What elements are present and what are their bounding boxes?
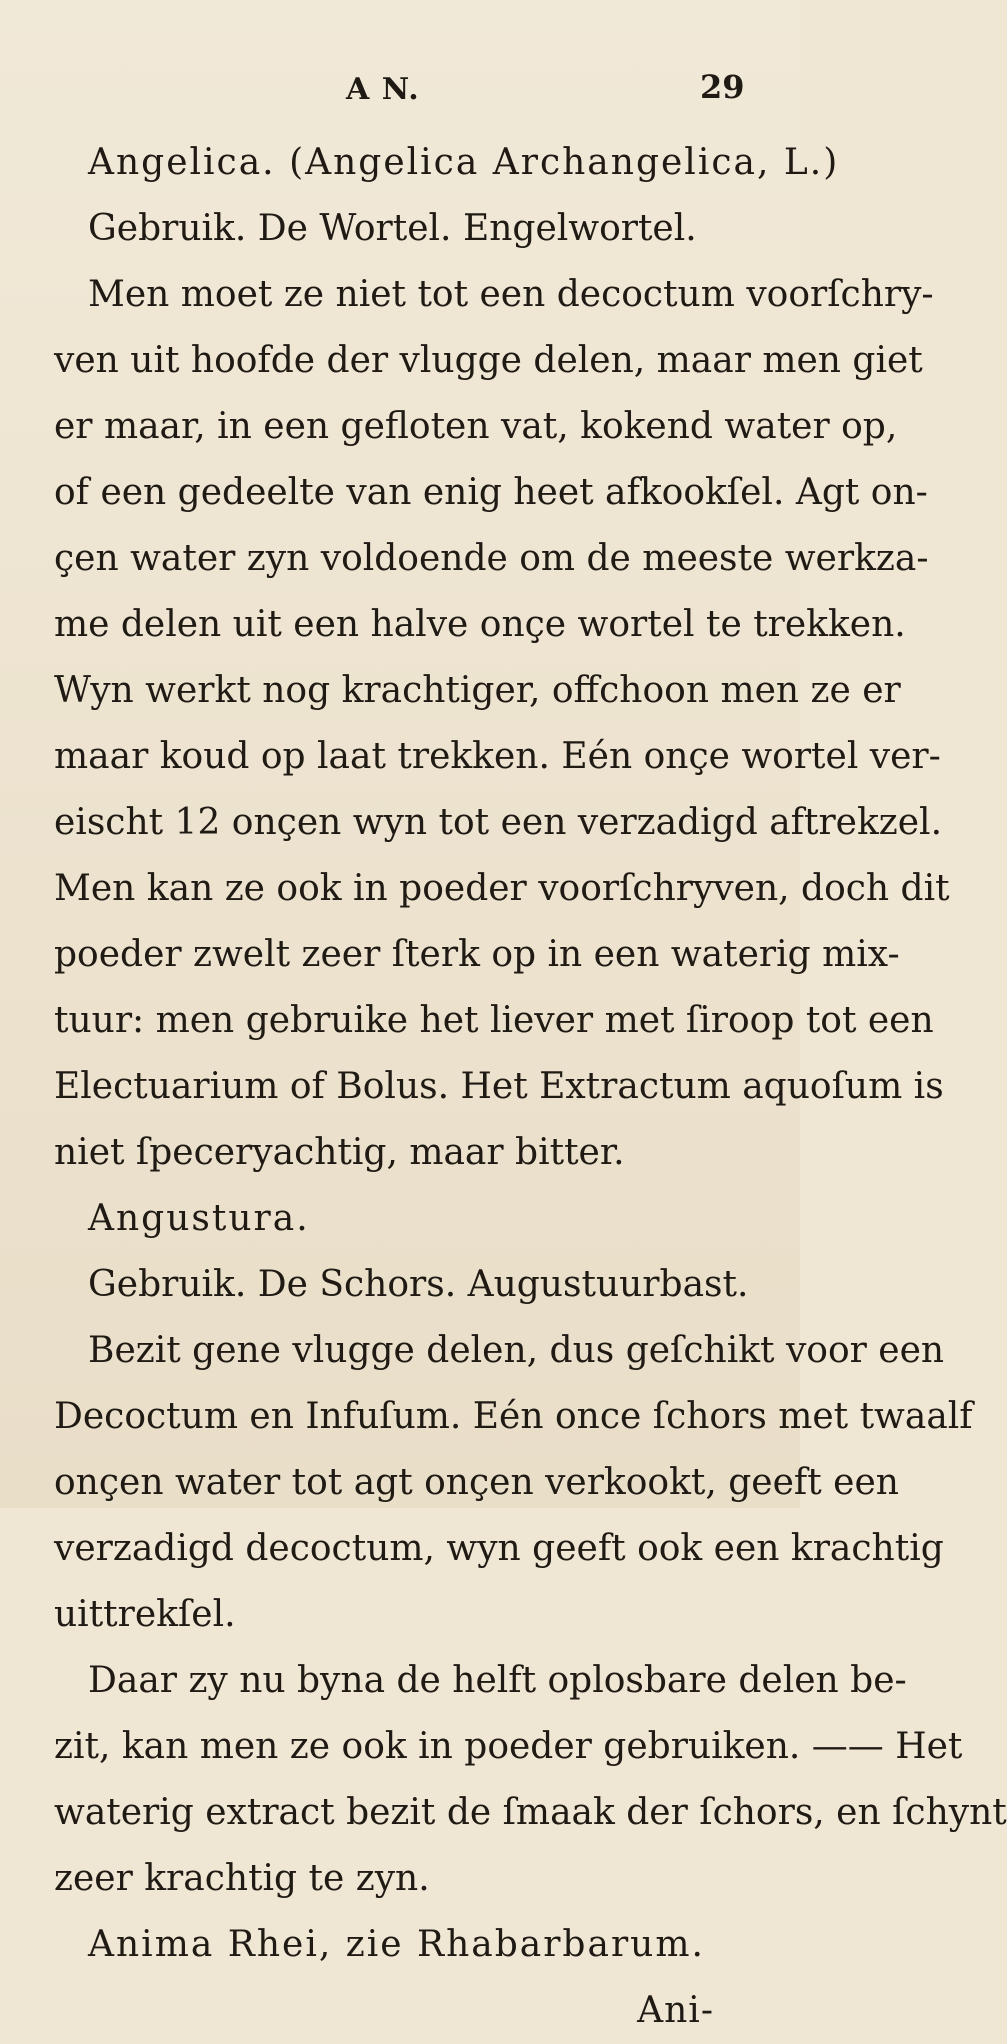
text-line: zeer krachtig te zyn. xyxy=(54,1858,430,1899)
text-line: Electuarium of Bolus. Het Extractum aquoſum is xyxy=(54,1066,944,1107)
text-line: çen water zyn voldoende om de meeste werkza- xyxy=(54,538,929,579)
text-line: Bezit gene vlugge delen, dus geſchikt voor een xyxy=(88,1330,945,1371)
text-line: zit, kan men ze ook in poeder gebruiken. —— Het xyxy=(54,1726,963,1767)
page-number: 29 xyxy=(700,68,745,106)
text-line: me delen uit een halve onçe wortel te trekken. xyxy=(54,604,906,645)
text-line: Gebruik. De Wortel. Engelwortel. xyxy=(88,208,697,249)
text-line: uittrekſel. xyxy=(54,1594,236,1635)
entry-heading-angelica: Angelica. (Angelica Archangelica, L.) xyxy=(88,142,840,183)
page-header xyxy=(0,62,800,112)
entry-heading-anima-rhei: Anima Rhei, zie Rhabarbarum. xyxy=(88,1924,705,1965)
text-line: Decoctum en Infuſum. Eén once ſchors met twaalf xyxy=(54,1396,973,1437)
text-line: eischt 12 onçen wyn tot een verzadigd aftrekzel. xyxy=(54,802,943,843)
text-line: er maar, in een gefloten vat, kokend water op, xyxy=(54,406,898,447)
text-line: ven uit hoofde der vlugge delen, maar men giet xyxy=(54,340,923,381)
text-line: onçen water tot agt onçen verkookt, geeft een xyxy=(54,1462,899,1503)
entry-heading-angustura: Angustura. xyxy=(88,1198,310,1239)
catchword: Ani- xyxy=(637,1990,714,2031)
text-line: verzadigd decoctum, wyn geeft ook een krachtig xyxy=(54,1528,944,1569)
text-line: maar koud op laat trekken. Eén onçe wortel ver- xyxy=(54,736,941,777)
text-line: poeder zwelt zeer ſterk op in een waterig mix- xyxy=(54,934,900,975)
text-line: of een gedeelte van enig heet afkookſel. Agt on- xyxy=(54,472,928,513)
text-line: tuur: men gebruike het liever met ſiroop tot een xyxy=(54,1000,934,1041)
text-line: Men moet ze niet tot een decoctum voorſchry- xyxy=(88,274,934,315)
signature-mark: A N. xyxy=(346,72,420,107)
text-line: Wyn werkt nog krachtiger, offchoon men ze er xyxy=(54,670,901,711)
text-line: Gebruik. De Schors. Augustuurbast. xyxy=(88,1264,749,1305)
text-line: Men kan ze ook in poeder voorſchryven, doch dit xyxy=(54,868,950,909)
page-body xyxy=(54,130,1007,2044)
text-line: niet ſpeceryachtig, maar bitter. xyxy=(54,1132,625,1173)
text-line: waterig extract bezit de ſmaak der ſchors, en ſchynt xyxy=(54,1792,1007,1833)
text-line: Daar zy nu byna de helft oplosbare delen be- xyxy=(88,1660,907,1701)
